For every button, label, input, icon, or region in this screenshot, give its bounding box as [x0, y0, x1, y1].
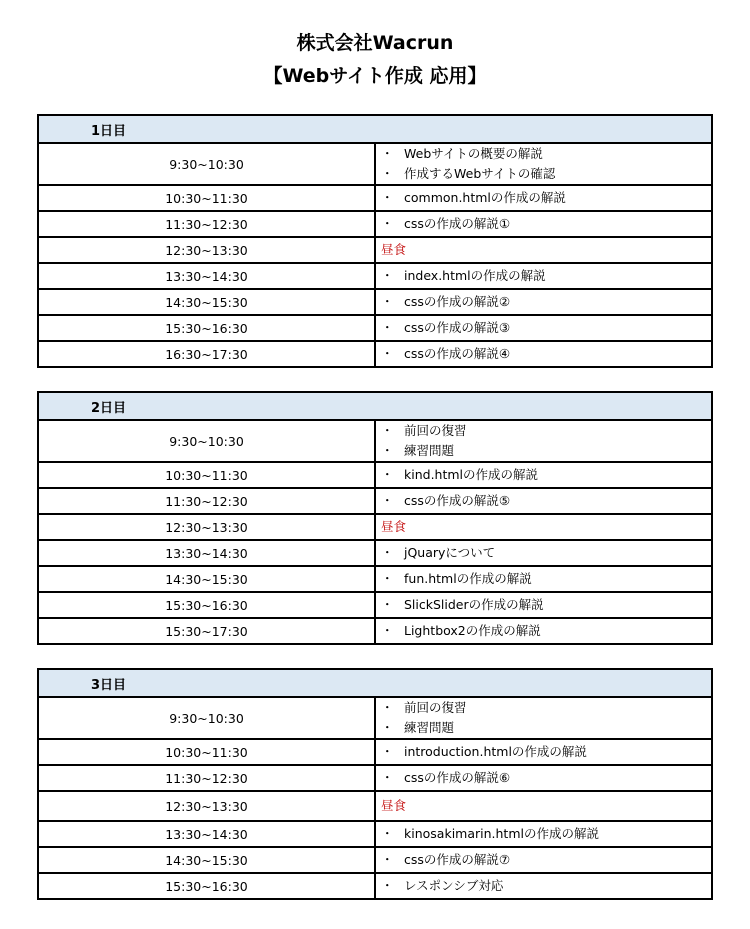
day-schedule-table [37, 114, 713, 368]
topic-item [381, 292, 711, 312]
day-schedule-table [37, 668, 713, 900]
time-slot: 14:30~15:30 [38, 847, 375, 873]
topic-text: cssの作成の解説⑦ [404, 852, 511, 867]
topic-cell [375, 263, 712, 289]
topic-cell [375, 765, 712, 791]
topic-item [381, 465, 711, 485]
day-schedule-table [37, 391, 713, 645]
topic-cell [375, 462, 712, 488]
table-row [38, 420, 712, 462]
table-row [38, 873, 712, 899]
day-label: 1日目 [38, 115, 712, 143]
day-label: 3日目 [38, 669, 712, 697]
topic-cell [375, 315, 712, 341]
topic-item [381, 621, 711, 641]
topic-item [381, 441, 711, 461]
topic-text: cssの作成の解説⑥ [404, 770, 511, 785]
bullet-mark: ・ [381, 852, 394, 867]
topic-item [381, 850, 711, 870]
topic-item [381, 768, 711, 788]
topic-cell [375, 821, 712, 847]
time-slot: 12:30~13:30 [38, 237, 375, 263]
topic-item [381, 144, 711, 164]
table-row [38, 514, 712, 540]
topic-item [381, 491, 711, 511]
time-slot: 15:30~16:30 [38, 873, 375, 899]
table-row [38, 566, 712, 592]
time-slot: 12:30~13:30 [38, 514, 375, 540]
topic-text: Lightbox2の作成の解説 [404, 623, 541, 638]
topic-item [381, 742, 711, 762]
bullet-mark: ・ [381, 294, 394, 309]
table-row [38, 341, 712, 367]
table-row [38, 237, 712, 263]
topic-text: SlickSliderの作成の解説 [404, 597, 544, 612]
table-row [38, 791, 712, 821]
time-slot: 13:30~14:30 [38, 263, 375, 289]
topic-text: cssの作成の解説⑤ [404, 493, 511, 508]
topic-item [381, 569, 711, 589]
table-row [38, 697, 712, 739]
topic-item [381, 266, 711, 286]
topic-cell [375, 873, 712, 899]
time-slot: 12:30~13:30 [38, 791, 375, 821]
day-header-row [38, 669, 712, 697]
topic-cell [375, 211, 712, 237]
topic-cell [375, 237, 712, 263]
time-slot: 15:30~16:30 [38, 592, 375, 618]
topic-item [381, 543, 711, 563]
topic-item [381, 876, 711, 896]
topic-cell [375, 847, 712, 873]
day-label: 2日目 [38, 392, 712, 420]
table-row [38, 847, 712, 873]
topic-cell [375, 566, 712, 592]
bullet-mark: ・ [381, 545, 394, 560]
time-slot: 14:30~15:30 [38, 289, 375, 315]
table-row [38, 765, 712, 791]
topic-item [381, 164, 711, 184]
topic-text: fun.htmlの作成の解説 [404, 571, 532, 586]
bullet-mark: ・ [381, 826, 394, 841]
time-slot: 13:30~14:30 [38, 821, 375, 847]
bullet-mark: ・ [381, 146, 394, 161]
topic-text: 前回の復習 [404, 423, 467, 438]
company-title: 株式会社Wacrun [296, 32, 454, 54]
day-header-row [38, 392, 712, 420]
table-row [38, 540, 712, 566]
time-slot: 11:30~12:30 [38, 765, 375, 791]
topic-text: jQuaryについて [404, 545, 496, 560]
topic-cell [375, 488, 712, 514]
bullet-mark: ・ [381, 493, 394, 508]
topic-cell [375, 592, 712, 618]
topic-text: introduction.htmlの作成の解説 [404, 744, 587, 759]
bullet-mark: ・ [381, 443, 394, 458]
time-slot: 9:30~10:30 [38, 420, 375, 462]
topic-text: cssの作成の解説② [404, 294, 511, 309]
table-row [38, 592, 712, 618]
table-row [38, 739, 712, 765]
topic-cell [375, 739, 712, 765]
table-row [38, 185, 712, 211]
topic-text: cssの作成の解説① [404, 216, 511, 231]
time-slot: 10:30~11:30 [38, 185, 375, 211]
time-slot: 9:30~10:30 [38, 143, 375, 185]
bullet-mark: ・ [381, 878, 394, 893]
topic-text: Webサイトの概要の解説 [404, 146, 543, 161]
table-row [38, 143, 712, 185]
table-row [38, 462, 712, 488]
topic-cell [375, 618, 712, 644]
bullet-mark: ・ [381, 423, 394, 438]
topic-item [381, 318, 711, 338]
topic-item [381, 718, 711, 738]
bullet-mark: ・ [381, 268, 394, 283]
topic-item [381, 698, 711, 718]
time-slot: 10:30~11:30 [38, 462, 375, 488]
topic-text: 作成するWebサイトの確認 [404, 166, 556, 181]
course-title: 【Webサイト作成 応用】 [263, 65, 487, 87]
topic-text: cssの作成の解説④ [404, 346, 511, 361]
bullet-mark: ・ [381, 190, 394, 205]
lunch-label: 昼食 [381, 519, 407, 534]
table-row [38, 618, 712, 644]
table-row [38, 488, 712, 514]
time-slot: 14:30~15:30 [38, 566, 375, 592]
topic-text: 前回の復習 [404, 700, 467, 715]
bullet-mark: ・ [381, 623, 394, 638]
time-slot: 9:30~10:30 [38, 697, 375, 739]
topic-text: kinosakimarin.htmlの作成の解説 [404, 826, 599, 841]
topic-text: cssの作成の解説③ [404, 320, 511, 335]
topic-cell [375, 697, 712, 739]
topic-cell [375, 420, 712, 462]
bullet-mark: ・ [381, 467, 394, 482]
bullet-mark: ・ [381, 166, 394, 181]
time-slot: 10:30~11:30 [38, 739, 375, 765]
bullet-mark: ・ [381, 216, 394, 231]
bullet-mark: ・ [381, 320, 394, 335]
topic-item [381, 421, 711, 441]
time-slot: 16:30~17:30 [38, 341, 375, 367]
time-slot: 13:30~14:30 [38, 540, 375, 566]
lunch-label: 昼食 [381, 242, 407, 257]
topic-text: kind.htmlの作成の解説 [404, 467, 539, 482]
time-slot: 11:30~12:30 [38, 488, 375, 514]
topic-cell [375, 514, 712, 540]
table-row [38, 821, 712, 847]
day-header-row [38, 115, 712, 143]
time-slot: 15:30~16:30 [38, 315, 375, 341]
topic-cell [375, 341, 712, 367]
time-slot: 11:30~12:30 [38, 211, 375, 237]
time-slot: 15:30~17:30 [38, 618, 375, 644]
topic-item [381, 824, 711, 844]
topic-text: レスポンシブ対応 [404, 878, 504, 893]
bullet-mark: ・ [381, 770, 394, 785]
table-row [38, 315, 712, 341]
topic-item [381, 188, 711, 208]
topic-cell [375, 791, 712, 821]
topic-text: 練習問題 [404, 443, 455, 458]
topic-text: 練習問題 [404, 720, 455, 735]
topic-cell [375, 185, 712, 211]
topic-item [381, 595, 711, 615]
topic-cell [375, 143, 712, 185]
table-row [38, 289, 712, 315]
topic-text: index.htmlの作成の解説 [404, 268, 546, 283]
bullet-mark: ・ [381, 597, 394, 612]
bullet-mark: ・ [381, 571, 394, 586]
bullet-mark: ・ [381, 744, 394, 759]
table-row [38, 211, 712, 237]
bullet-mark: ・ [381, 700, 394, 715]
lunch-label: 昼食 [381, 798, 407, 813]
topic-cell [375, 540, 712, 566]
table-row [38, 263, 712, 289]
bullet-mark: ・ [381, 720, 394, 735]
bullet-mark: ・ [381, 346, 394, 361]
topic-cell [375, 289, 712, 315]
topic-item [381, 214, 711, 234]
topic-item [381, 344, 711, 364]
topic-text: common.htmlの作成の解説 [404, 190, 566, 205]
